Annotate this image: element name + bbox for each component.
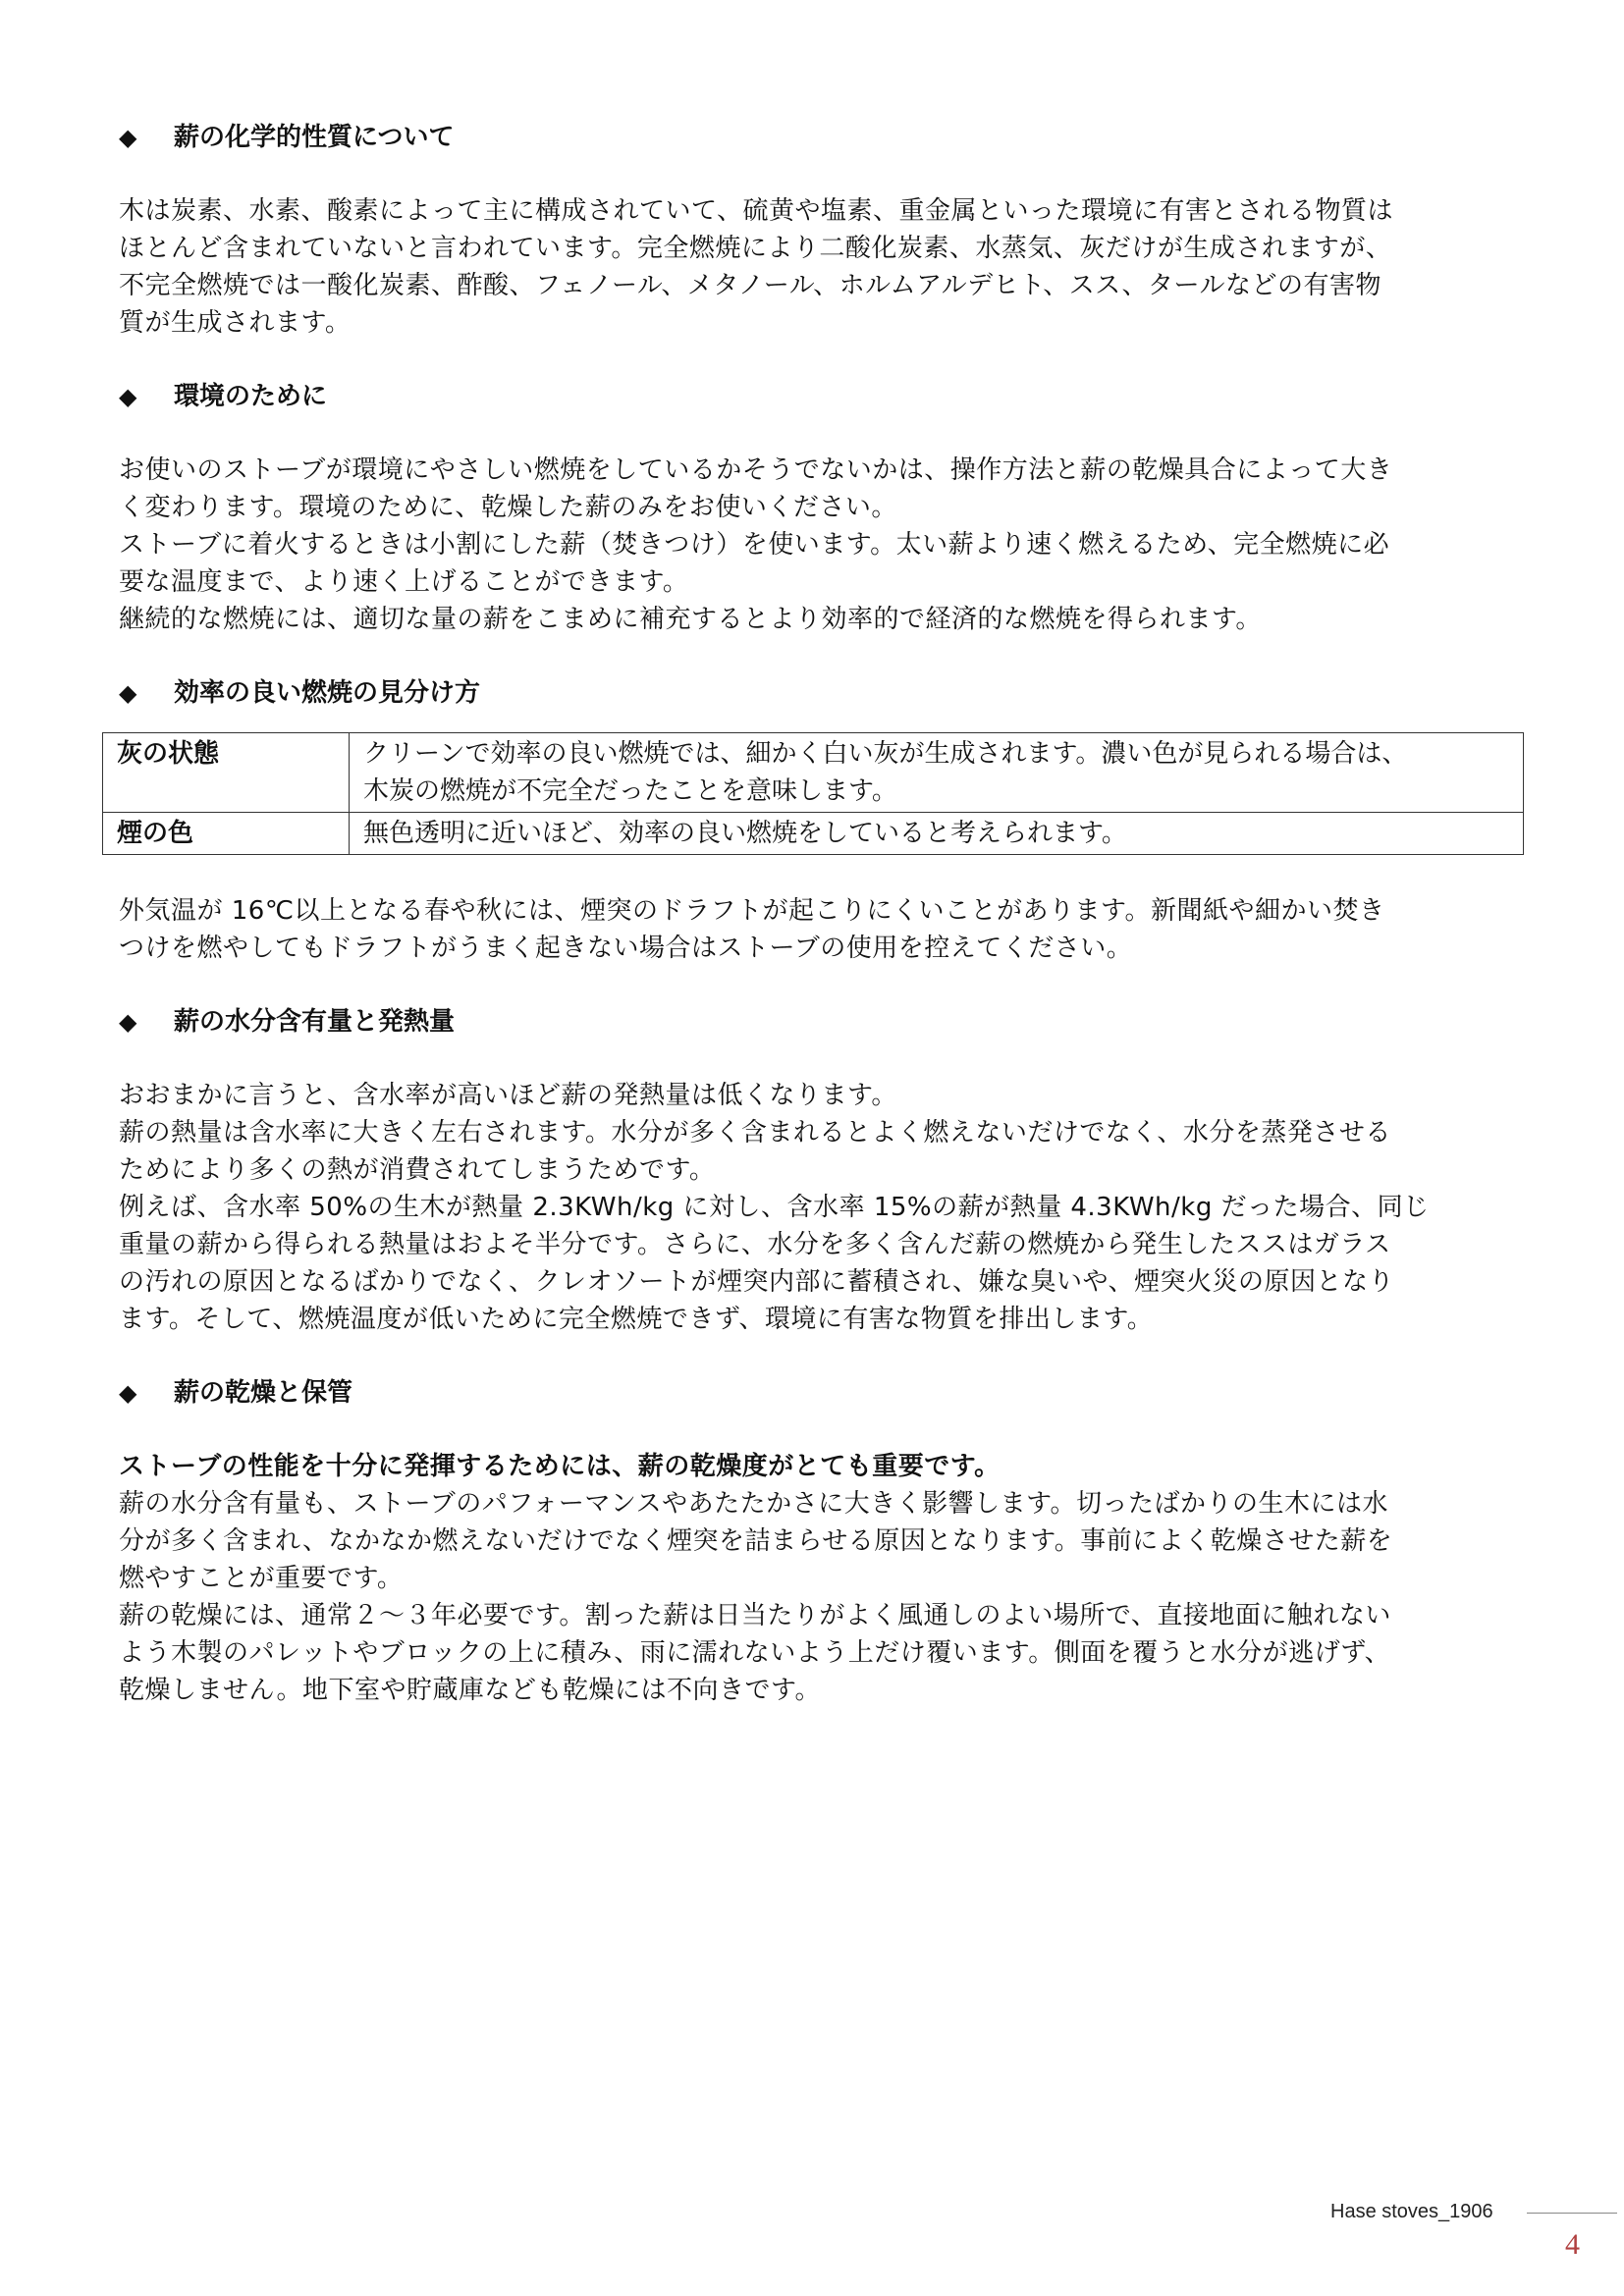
body-line: ます。そして、燃焼温度が低いために完全燃焼できず、環境に有害な物質を排出します。	[119, 1305, 1154, 1334]
section-title: 薪の乾燥と保管	[174, 1378, 353, 1408]
diamond-bullet-icon: ◆	[119, 383, 137, 410]
document-page	[119, 118, 1518, 1709]
lead-sentence: ストーブの性能を十分に発揮するためには、薪の乾燥度がとても重要です。	[119, 1452, 1001, 1481]
body-line: ストーブに着火するときは小割にした薪（焚きつけ）を使います。太い薪より速く燃えるため、完全燃焼に必	[119, 530, 1390, 560]
section-heading-moisture	[119, 1002, 1518, 1041]
body-line: 外気温が 16℃以上となる春や秋には、煙突のドラフトが起こりにくいことがあります。新聞紙や細かい焚き	[119, 896, 1385, 926]
table-row	[103, 813, 1524, 855]
footer-doc-id: Hase stoves_1906	[1330, 2201, 1493, 2222]
body-line: お使いのストーブが環境にやさしい燃焼をしているかそうでないかは、操作方法と薪の乾燥具合によって大き	[119, 455, 1393, 485]
table-row	[103, 733, 1524, 813]
body-line: 継続的な燃焼には、適切な量の薪をこまめに補充するとより効率的で経済的な燃焼を得られます。	[119, 605, 1262, 634]
body-line: 重量の薪から得られる熱量はおよそ半分です。さらに、水分を多く含んだ薪の燃焼から発生したススはガラス	[119, 1230, 1391, 1259]
body-line: 薪の水分含有量も、ストーブのパフォーマンスやあたたかさに大きく影響します。切ったばかりの生木には水	[119, 1489, 1389, 1519]
body-line: 例えば、含水率 50%の生木が熱量 2.3KWh/kg に対し、含水率 15%の薪が熱量 4.3KWh/kg だった場合、同じ	[119, 1193, 1430, 1222]
diamond-bullet-icon: ◆	[119, 679, 137, 707]
body-line: つけを燃やしてもドラフトがうまく起きない場合はストーブの使用を控えてください。	[119, 934, 1133, 963]
body-line: 乾燥しません。地下室や貯蔵庫なども乾燥には不向きです。	[119, 1676, 821, 1705]
diamond-bullet-icon: ◆	[119, 1008, 137, 1036]
diamond-bullet-icon: ◆	[119, 124, 137, 151]
body-line: 燃やすことが重要です。	[119, 1564, 404, 1593]
section-title: 環境のために	[174, 382, 328, 411]
diamond-bullet-icon: ◆	[119, 1379, 137, 1407]
body-line: 薪の熱量は含水率に大きく左右されます。水分が多く含まれるとよく燃えないだけでなく、水分を蒸発させる	[119, 1118, 1391, 1148]
body-line: 不完全燃焼では一酸化炭素、酢酸、フェノール、メタノール、ホルムアルデヒト、スス、タールなどの有害物	[119, 271, 1382, 300]
body-line: 木は炭素、水素、酸素によって主に構成されていて、硫黄や塩素、重金属といった環境に有害とされる物質は	[119, 196, 1393, 226]
body-line: 分が多く含まれ、なかなか燃えないだけでなく煙突を詰まらせる原因となります。事前によく乾燥させた薪を	[119, 1526, 1393, 1556]
section-title: 薪の水分含有量と発熱量	[174, 1007, 456, 1037]
table-cell-label: 煙の色	[103, 813, 350, 855]
body-line: の汚れの原因となるばかりでなく、クレオソートが煙突内部に蓄積され、嫌な臭いや、煙突火災の原因となり	[119, 1267, 1395, 1297]
cell-line: 木炭の燃焼が不完全だったことを意味します。	[363, 776, 897, 806]
section-heading-chemical	[119, 118, 1518, 157]
body-line: 質が生成されます。	[119, 308, 352, 338]
section-heading-combustion	[119, 673, 1518, 713]
page-number: 4	[1565, 2228, 1580, 2261]
body-line: 要な温度まで、より速く上げることができます。	[119, 567, 689, 597]
body-line: ほとんど含まれていないと言われています。完全燃焼により二酸化炭素、水蒸気、灰だけが生成されますが、	[119, 234, 1392, 263]
footer-divider	[1527, 2213, 1617, 2214]
body-line: おおまかに言うと、含水率が高いほど薪の発熱量は低くなります。	[119, 1081, 897, 1110]
section-title: 効率の良い燃焼の見分け方	[174, 678, 481, 708]
body-line: ためにより多くの熱が消費されてしまうためです。	[119, 1155, 716, 1185]
table-cell-text	[350, 813, 1524, 855]
table-cell-text	[350, 733, 1524, 813]
cell-line: クリーンで効率の良い燃焼では、細かく白い灰が生成されます。濃い色が見られる場合は、	[363, 739, 1408, 769]
section-heading-drying	[119, 1373, 1518, 1413]
section-title: 薪の化学的性質について	[174, 123, 455, 152]
body-line: く変わります。環境のために、乾燥した薪のみをお使いください。	[119, 493, 897, 522]
table-cell-label: 灰の状態	[103, 733, 350, 813]
body-line: 薪の乾燥には、通常２～３年必要です。割った薪は日当たりがよく風通しのよい場所で、直接地面に触れない	[119, 1601, 1391, 1630]
combustion-table	[102, 732, 1524, 855]
section-heading-environment	[119, 377, 1518, 416]
cell-line: 無色透明に近いほど、効率の良い燃焼をしていると考えられます。	[363, 819, 1127, 848]
body-line: よう木製のパレットやブロックの上に積み、雨に濡れないよう上だけ覆います。側面を覆うと水分が逃げず、	[119, 1638, 1391, 1668]
